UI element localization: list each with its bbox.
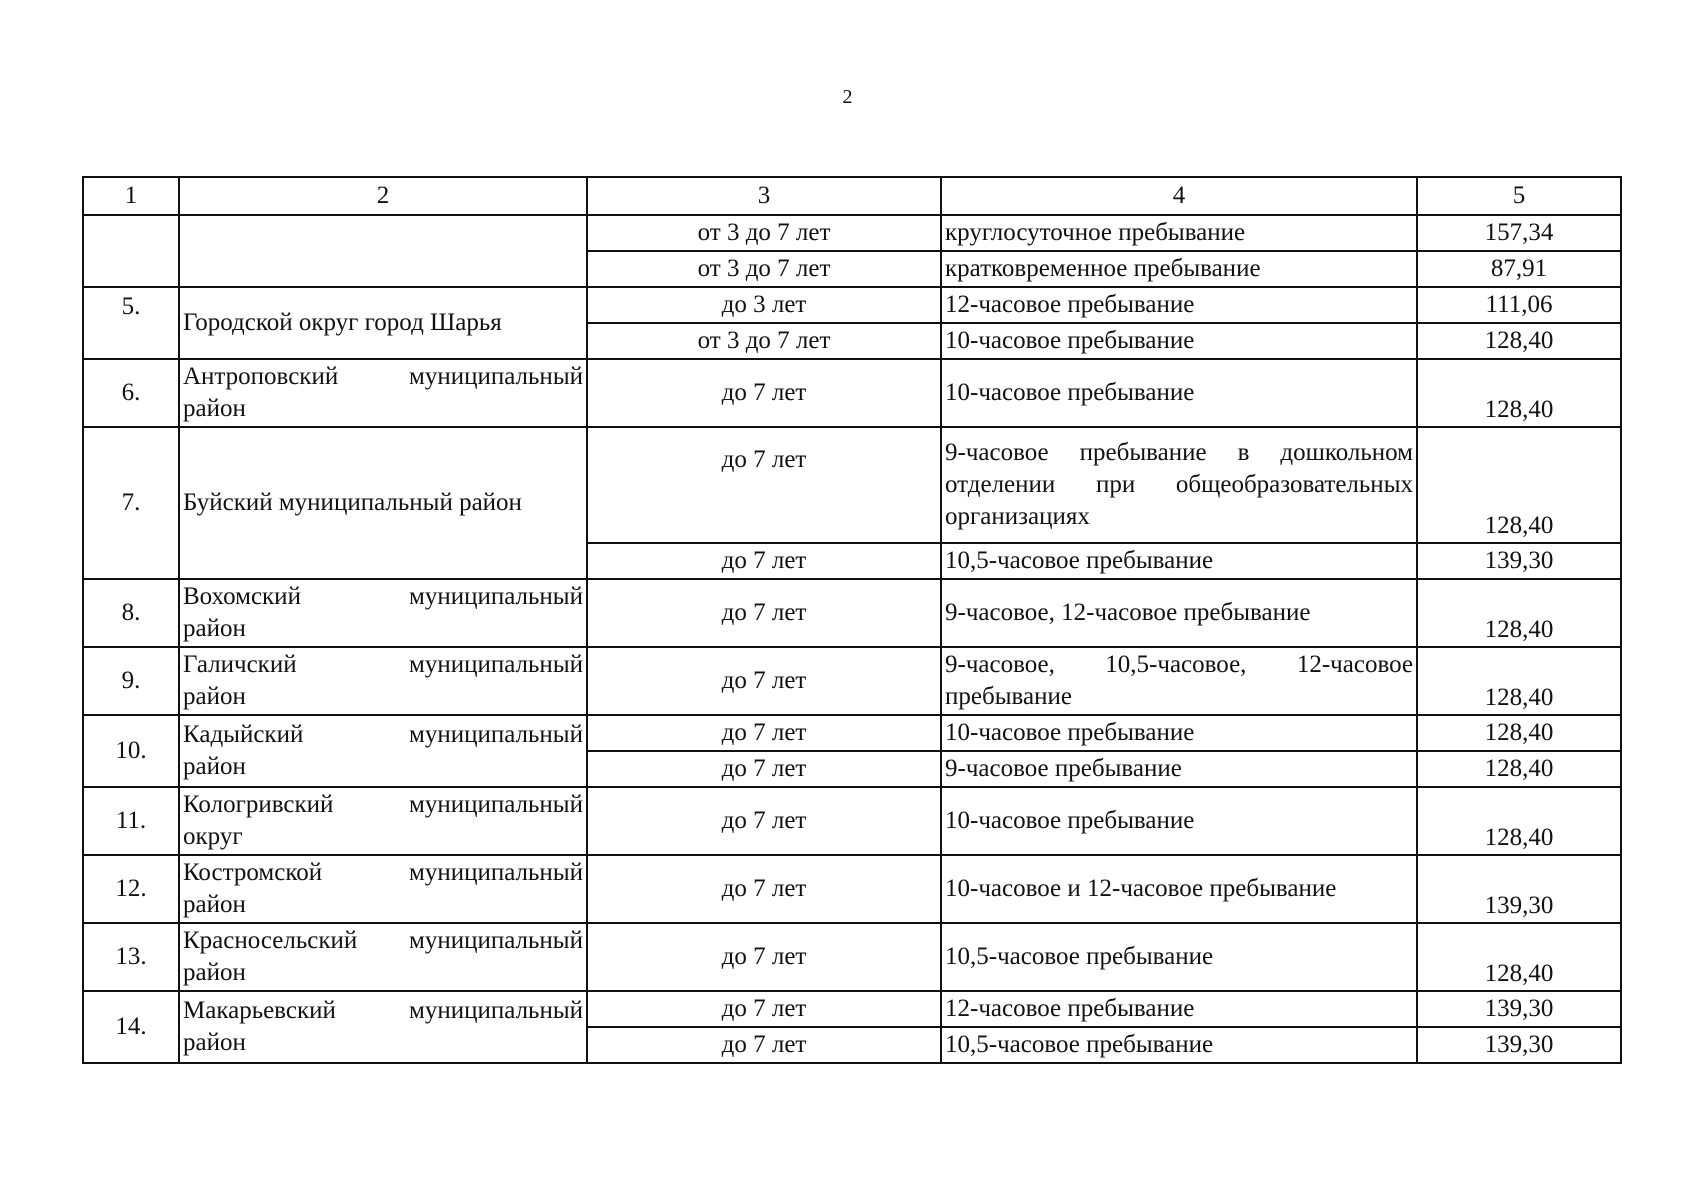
table-row: [83, 855, 1621, 923]
name-line: район: [183, 753, 246, 780]
age-group: до 7 лет: [587, 923, 941, 991]
stay-mode: 9-часовое пребывание в дошкольном отделении при общеобразовательных организациях: [941, 427, 1417, 543]
tariff-value: 128,40: [1417, 427, 1621, 543]
age-group: от 3 до 7 лет: [587, 323, 941, 359]
stay-mode: 10-часовое пребывание: [941, 715, 1417, 751]
stay-mode: 9-часовое, 10,5-часовое, 12-часовое пребывание: [941, 647, 1417, 715]
municipality-name: [179, 991, 587, 1063]
name-line: район: [183, 683, 246, 710]
municipality-name: [179, 359, 587, 427]
age-group: до 7 лет: [587, 787, 941, 855]
table-row: [83, 647, 1621, 715]
tariff-value: 128,40: [1417, 787, 1621, 855]
age-group: до 7 лет: [587, 359, 941, 427]
row-number: 8.: [83, 579, 179, 647]
tariff-value: 111,06: [1417, 287, 1621, 323]
name-line: Кологривский муниципальный: [183, 791, 583, 818]
municipality-name: [179, 923, 587, 991]
tariff-value: 128,40: [1417, 359, 1621, 427]
table-row: [83, 923, 1621, 991]
name-line: район: [183, 891, 246, 918]
name-line: район: [183, 615, 246, 642]
age-group: до 7 лет: [587, 715, 941, 751]
row-number: 12.: [83, 855, 179, 923]
stay-mode: круглосуточное пребывание: [941, 215, 1417, 251]
stay-mode: 9-часовое, 12-часовое пребывание: [941, 579, 1417, 647]
age-group: от 3 до 7 лет: [587, 215, 941, 251]
tariff-value: 128,40: [1417, 751, 1621, 787]
municipality-name: [179, 787, 587, 855]
stay-mode: 12-часовое пребывание: [941, 287, 1417, 323]
table-row: [83, 991, 1621, 1027]
table-row: [83, 287, 1621, 323]
table-header-row: [83, 177, 1621, 215]
tariff-value: 139,30: [1417, 855, 1621, 923]
age-group: до 7 лет: [587, 427, 941, 543]
age-group: до 7 лет: [587, 1027, 941, 1063]
stay-mode: 9-часовое пребывание: [941, 751, 1417, 787]
stay-mode: 10-часовое пребывание: [941, 323, 1417, 359]
stay-mode: кратковременное пребывание: [941, 251, 1417, 287]
age-group: до 3 лет: [587, 287, 941, 323]
table-row: [83, 215, 1621, 251]
tariff-value: 139,30: [1417, 543, 1621, 579]
tariff-value: 139,30: [1417, 1027, 1621, 1063]
tariff-value: 157,34: [1417, 215, 1621, 251]
stay-mode: 10,5-часовое пребывание: [941, 923, 1417, 991]
table-row: [83, 579, 1621, 647]
row-number: [83, 215, 179, 287]
name-line: Кадыйский муниципальный: [183, 721, 583, 748]
header-cell: 5: [1417, 177, 1621, 215]
name-line: Макарьевский муниципальный: [183, 997, 583, 1024]
tariff-value: 128,40: [1417, 647, 1621, 715]
age-group: до 7 лет: [587, 751, 941, 787]
stay-mode: 10-часовое и 12-часовое пребывание: [941, 855, 1417, 923]
tariff-value: 128,40: [1417, 923, 1621, 991]
name-line: Красносельский муниципальный: [183, 927, 583, 954]
stay-mode: 10-часовое пребывание: [941, 359, 1417, 427]
tariff-value: 128,40: [1417, 579, 1621, 647]
stay-mode: 10,5-часовое пребывание: [941, 1027, 1417, 1063]
tariff-value: 87,91: [1417, 251, 1621, 287]
stay-mode: 10,5-часовое пребывание: [941, 543, 1417, 579]
table-row: [83, 715, 1621, 751]
tariff-value: 128,40: [1417, 323, 1621, 359]
name-line: Галичский муниципальный: [183, 651, 583, 678]
header-cell: 1: [83, 177, 179, 215]
age-group: до 7 лет: [587, 991, 941, 1027]
header-cell: 3: [587, 177, 941, 215]
name-line: район: [183, 1029, 246, 1056]
name-line: район: [183, 395, 246, 422]
age-group: от 3 до 7 лет: [587, 251, 941, 287]
row-number: 5.: [83, 287, 179, 359]
municipality-name: [179, 647, 587, 715]
stay-mode: 10-часовое пребывание: [941, 787, 1417, 855]
tariff-table: [82, 176, 1622, 1064]
row-number: 10.: [83, 715, 179, 787]
page-number: 2: [842, 86, 853, 108]
table-row: [83, 427, 1621, 543]
row-number: 13.: [83, 923, 179, 991]
municipality-name: [179, 215, 587, 287]
row-number: 14.: [83, 991, 179, 1063]
age-group: до 7 лет: [587, 579, 941, 647]
tariff-value: 139,30: [1417, 991, 1621, 1027]
age-group: до 7 лет: [587, 647, 941, 715]
municipality-name: Буйский муниципальный район: [179, 427, 587, 579]
row-number: 11.: [83, 787, 179, 855]
name-line: Вохомский муниципальный: [183, 583, 583, 610]
table-row: [83, 787, 1621, 855]
row-number: 7.: [83, 427, 179, 579]
age-group: до 7 лет: [587, 543, 941, 579]
municipality-name: [179, 579, 587, 647]
age-group: до 7 лет: [587, 855, 941, 923]
row-number: 9.: [83, 647, 179, 715]
stay-mode: 12-часовое пребывание: [941, 991, 1417, 1027]
name-line: округ: [183, 823, 243, 850]
municipality-name: [179, 855, 587, 923]
name-line: Костромской муниципальный: [183, 859, 583, 886]
table-row: [83, 359, 1621, 427]
header-cell: 2: [179, 177, 587, 215]
municipality-name: [179, 715, 587, 787]
name-line: район: [183, 959, 246, 986]
header-cell: 4: [941, 177, 1417, 215]
row-number: 6.: [83, 359, 179, 427]
name-line: Антроповский муниципальный: [183, 363, 583, 390]
municipality-name: Городской округ город Шарья: [179, 287, 587, 359]
tariff-value: 128,40: [1417, 715, 1621, 751]
